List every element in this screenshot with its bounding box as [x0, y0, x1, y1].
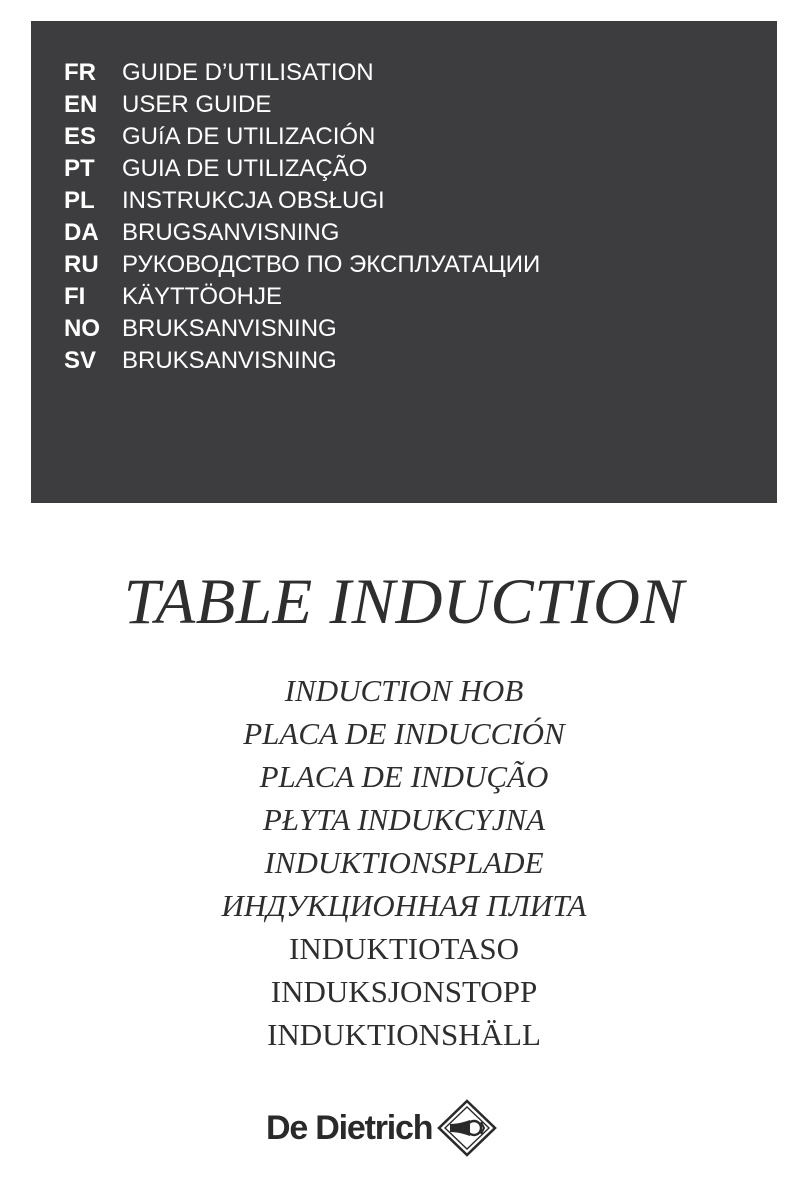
language-code: PT	[64, 155, 95, 182]
translated-title: INDUCTION HOB	[284, 673, 524, 708]
language-code: NO	[64, 315, 100, 342]
translated-title: PLACA DE INDUÇÃO	[259, 759, 549, 794]
language-row-da	[64, 217, 540, 249]
language-guide-title: KÄYTTÖOHJE	[122, 283, 283, 310]
language-guide-title: BRUKSANVISNING	[122, 347, 337, 374]
language-guide-title: BRUKSANVISNING	[122, 315, 337, 342]
language-guide-title: BRUGSANVISNING	[122, 219, 340, 246]
translated-title: ИНДУКЦИОННАЯ ПЛИТА	[221, 888, 587, 923]
document-title: TABLE INDUCTION	[123, 566, 685, 638]
translated-title: INDUKTIOTASO	[289, 931, 519, 966]
language-guide-title: РУКОВОДСТВО ПО ЭКСПЛУАТАЦИИ	[122, 251, 541, 278]
language-row-fr	[64, 57, 540, 89]
translated-title: PLACA DE INDUCCIÓN	[243, 716, 565, 751]
language-row-pt	[64, 153, 540, 185]
language-row-ru	[64, 249, 540, 281]
language-guide-title: GUIA DE UTILIZAÇÃO	[122, 155, 368, 182]
language-guide-title: GUíA DE UTILIZACIÓN	[122, 123, 376, 150]
translated-title-list	[0, 669, 808, 1056]
language-row-sv	[64, 345, 540, 377]
language-code: EN	[64, 91, 98, 118]
language-code: RU	[64, 251, 99, 278]
translated-title: INDUKTIONSHÄLL	[267, 1017, 541, 1052]
language-guide-title: INSTRUKCJA OBSŁUGI	[122, 187, 385, 214]
language-code: SV	[64, 347, 97, 374]
translated-title: PŁYTA INDUKCYJNA	[262, 802, 546, 837]
diamond-horn-logo-icon	[436, 1098, 498, 1158]
language-row-en	[64, 89, 540, 121]
translated-title: INDUKSJONSTOPP	[270, 974, 538, 1009]
language-row-no	[64, 313, 540, 345]
language-guide-title: GUIDE D’UTILISATION	[122, 59, 374, 86]
brand	[266, 1098, 498, 1158]
translated-title: INDUKTIONSPLADE	[264, 845, 544, 880]
language-code: ES	[64, 123, 97, 150]
brand-name: De Dietrich	[266, 1108, 433, 1147]
language-list	[64, 57, 540, 377]
language-code: FI	[64, 283, 86, 310]
language-code: PL	[64, 187, 95, 214]
language-row-fi	[64, 281, 540, 313]
header-panel	[31, 21, 777, 503]
language-code: FR	[64, 59, 96, 86]
language-code: DA	[64, 219, 99, 246]
language-row-es	[64, 121, 540, 153]
language-row-pl	[64, 185, 540, 217]
language-guide-title: USER GUIDE	[122, 91, 272, 118]
